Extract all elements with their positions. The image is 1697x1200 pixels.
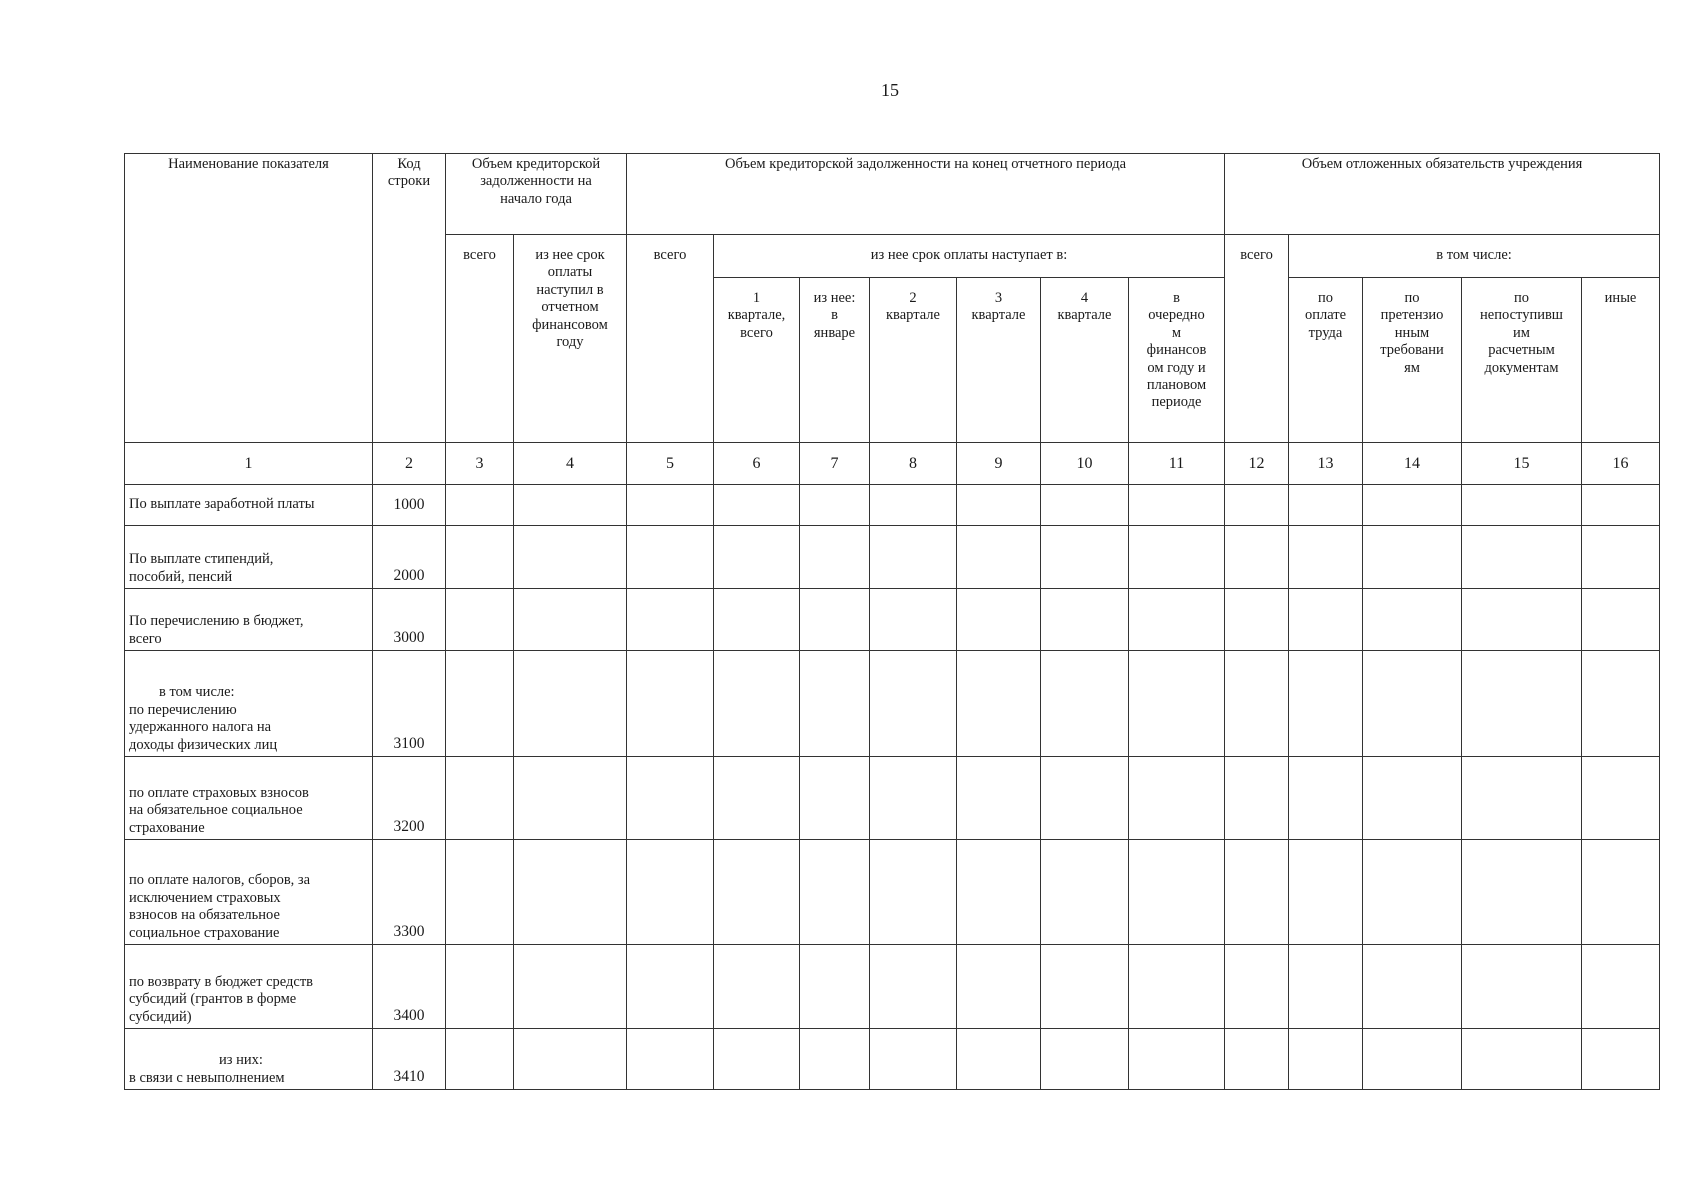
table-cell (1129, 757, 1225, 840)
row-code: 3200 (373, 757, 446, 840)
table-cell (627, 1029, 714, 1090)
table-row (125, 589, 1660, 651)
header-code: Код строки (373, 154, 446, 443)
row-name-text: по перечислению удержанного налога на доходы физических лиц (129, 701, 278, 753)
table-cell (957, 589, 1041, 651)
table-cell (870, 757, 957, 840)
table-cell (1129, 1029, 1225, 1090)
column-number-row (125, 443, 1660, 485)
table-cell (446, 485, 514, 526)
table-cell (627, 485, 714, 526)
table-cell (1225, 526, 1289, 589)
table-cell (1129, 651, 1225, 757)
table-cell (714, 840, 800, 945)
table-cell (514, 1029, 627, 1090)
table-cell (1225, 589, 1289, 651)
header-next-year: в очередно м финансов ом году и плановом периоде (1129, 278, 1225, 443)
column-number: 3 (446, 443, 514, 485)
table-cell (1289, 840, 1363, 945)
table-cell (957, 526, 1041, 589)
column-number: 2 (373, 443, 446, 485)
row-name-text: в связи с невыполнением (129, 1069, 285, 1086)
table-row (125, 526, 1660, 589)
column-number: 11 (1129, 443, 1225, 485)
table-cell (1129, 589, 1225, 651)
header-q2: 2 квартале (870, 278, 957, 443)
table-cell (1289, 526, 1363, 589)
column-number: 10 (1041, 443, 1129, 485)
row-name-prefix: в том числе: (159, 684, 235, 701)
table-cell (800, 651, 870, 757)
table-cell (1225, 651, 1289, 757)
table-cell (714, 757, 800, 840)
header-start-due: из нее срок оплаты наступил в отчетном финансовом году (514, 235, 627, 443)
header-deferred-total: всего (1225, 235, 1289, 443)
table-cell (627, 526, 714, 589)
table-cell (1289, 945, 1363, 1029)
table-cell (800, 945, 870, 1029)
table-cell (1041, 840, 1129, 945)
table-cell (1462, 840, 1582, 945)
table-cell (1289, 651, 1363, 757)
header-deferred-incl: в том числе: (1289, 235, 1660, 278)
header-q1-total: 1 квартале, всего (714, 278, 800, 443)
table-cell (1129, 840, 1225, 945)
row-code: 3300 (373, 840, 446, 945)
table-cell (446, 945, 514, 1029)
table-cell (1363, 485, 1462, 526)
table-cell (1225, 840, 1289, 945)
column-number: 6 (714, 443, 800, 485)
table-row (125, 651, 1660, 757)
column-number: 5 (627, 443, 714, 485)
table-cell (1582, 840, 1660, 945)
header-end-total: всего (627, 235, 714, 443)
table-cell (870, 1029, 957, 1090)
table-cell (1363, 757, 1462, 840)
row-name: по оплате налогов, сборов, за исключением страховых взносов на обязательное социальное страхование (125, 840, 373, 945)
table-cell (1225, 485, 1289, 526)
table-row (125, 757, 1660, 840)
table-cell (800, 485, 870, 526)
header-claims: по претензио нным требовани ям (1363, 278, 1462, 443)
table-cell (1462, 485, 1582, 526)
table-cell (627, 589, 714, 651)
row-code: 1000 (373, 485, 446, 526)
header-q4: 4 квартале (1041, 278, 1129, 443)
table-cell (957, 651, 1041, 757)
table-cell (1289, 757, 1363, 840)
column-number: 8 (870, 443, 957, 485)
table-cell (446, 757, 514, 840)
table-cell (957, 945, 1041, 1029)
table-cell (1363, 945, 1462, 1029)
table-cell (957, 485, 1041, 526)
table-cell (514, 485, 627, 526)
header-deferred: Объем отложенных обязательств учреждения (1225, 154, 1660, 235)
row-name: по возврату в бюджет средств субсидий (грантов в форме субсидий) (125, 945, 373, 1029)
table-cell (1289, 485, 1363, 526)
table-cell (514, 945, 627, 1029)
header-end-volume: Объем кредиторской задолженности на конец отчетного периода (627, 154, 1225, 235)
header-docs: по непоступивш им расчетным документам (1462, 278, 1582, 443)
table-cell (514, 840, 627, 945)
header-q3: 3 квартале (957, 278, 1041, 443)
accounts-payable-table (124, 153, 1660, 1090)
table-cell (1462, 651, 1582, 757)
table-cell (1225, 757, 1289, 840)
table-cell (714, 651, 800, 757)
table-cell (627, 945, 714, 1029)
table-cell (714, 945, 800, 1029)
table-cell (1582, 1029, 1660, 1090)
table-cell (1462, 1029, 1582, 1090)
header-name: Наименование показателя (125, 154, 373, 443)
table-cell (514, 526, 627, 589)
table-row (125, 945, 1660, 1029)
row-name (125, 1029, 373, 1090)
table-cell (714, 485, 800, 526)
table-cell (1225, 1029, 1289, 1090)
table-cell (800, 840, 870, 945)
header-start-total: всего (446, 235, 514, 443)
table-cell (1462, 526, 1582, 589)
table-cell (800, 1029, 870, 1090)
table-row (125, 840, 1660, 945)
table-row (125, 485, 1660, 526)
table-cell (1363, 1029, 1462, 1090)
column-number: 1 (125, 443, 373, 485)
table-cell (1462, 589, 1582, 651)
column-number: 9 (957, 443, 1041, 485)
table-cell (1363, 651, 1462, 757)
table-cell (800, 526, 870, 589)
table-cell (957, 1029, 1041, 1090)
table-cell (627, 651, 714, 757)
table-cell (1041, 651, 1129, 757)
table-cell (1582, 757, 1660, 840)
table-cell (514, 589, 627, 651)
header-other: иные (1582, 278, 1660, 443)
row-code: 3100 (373, 651, 446, 757)
row-code: 3000 (373, 589, 446, 651)
table-cell (446, 1029, 514, 1090)
table-cell (1363, 526, 1462, 589)
table-cell (800, 757, 870, 840)
table-cell (1289, 589, 1363, 651)
table-cell (1582, 589, 1660, 651)
header-end-due-in: из нее срок оплаты наступает в: (714, 235, 1225, 278)
column-number: 7 (800, 443, 870, 485)
table-cell (870, 945, 957, 1029)
table-cell (957, 757, 1041, 840)
table-cell (714, 1029, 800, 1090)
table-cell (1041, 757, 1129, 840)
table-cell (1041, 589, 1129, 651)
row-code: 2000 (373, 526, 446, 589)
table-cell (446, 526, 514, 589)
column-number: 4 (514, 443, 627, 485)
row-name: по оплате страховых взносов на обязательное социальное страхование (125, 757, 373, 840)
table-cell (514, 757, 627, 840)
table-cell (1041, 485, 1129, 526)
table-cell (1462, 945, 1582, 1029)
table-cell (957, 840, 1041, 945)
row-name: По перечислению в бюджет, всего (125, 589, 373, 651)
table-cell (627, 840, 714, 945)
table-cell (800, 589, 870, 651)
table-cell (1582, 485, 1660, 526)
table-cell (627, 757, 714, 840)
table-cell (870, 485, 957, 526)
table-cell (1041, 1029, 1129, 1090)
table-cell (714, 526, 800, 589)
row-name-prefix: из них: (219, 1052, 263, 1069)
table-cell (1582, 526, 1660, 589)
row-code: 3400 (373, 945, 446, 1029)
table-cell (1462, 757, 1582, 840)
header-start-volume: Объем кредиторской задолженности на начало года (446, 154, 627, 235)
column-number: 13 (1289, 443, 1363, 485)
table-cell (1225, 945, 1289, 1029)
table-cell (446, 589, 514, 651)
column-number: 15 (1462, 443, 1582, 485)
column-number: 12 (1225, 443, 1289, 485)
row-name: По выплате заработной платы (125, 485, 373, 526)
table-cell (1582, 651, 1660, 757)
table-cell (1129, 485, 1225, 526)
row-name: По выплате стипендий, пособий, пенсий (125, 526, 373, 589)
table-cell (870, 840, 957, 945)
page-number: 15 (881, 80, 899, 100)
table-cell (1582, 945, 1660, 1029)
column-number: 14 (1363, 443, 1462, 485)
column-number: 16 (1582, 443, 1660, 485)
table-cell (714, 589, 800, 651)
table-cell (870, 526, 957, 589)
table-cell (1041, 945, 1129, 1029)
table-cell (514, 651, 627, 757)
header-labor: по оплате труда (1289, 278, 1363, 443)
table-cell (870, 651, 957, 757)
row-name (125, 651, 373, 757)
table-row (125, 1029, 1660, 1090)
header-q1-january: из нее: в январе (800, 278, 870, 443)
table-cell (446, 651, 514, 757)
row-code: 3410 (373, 1029, 446, 1090)
table-cell (1041, 526, 1129, 589)
table-cell (1129, 945, 1225, 1029)
table-cell (1129, 526, 1225, 589)
table-cell (1289, 1029, 1363, 1090)
table-cell (1363, 589, 1462, 651)
table-cell (1363, 840, 1462, 945)
table-cell (870, 589, 957, 651)
header-row-1 (125, 154, 1660, 235)
table-cell (446, 840, 514, 945)
